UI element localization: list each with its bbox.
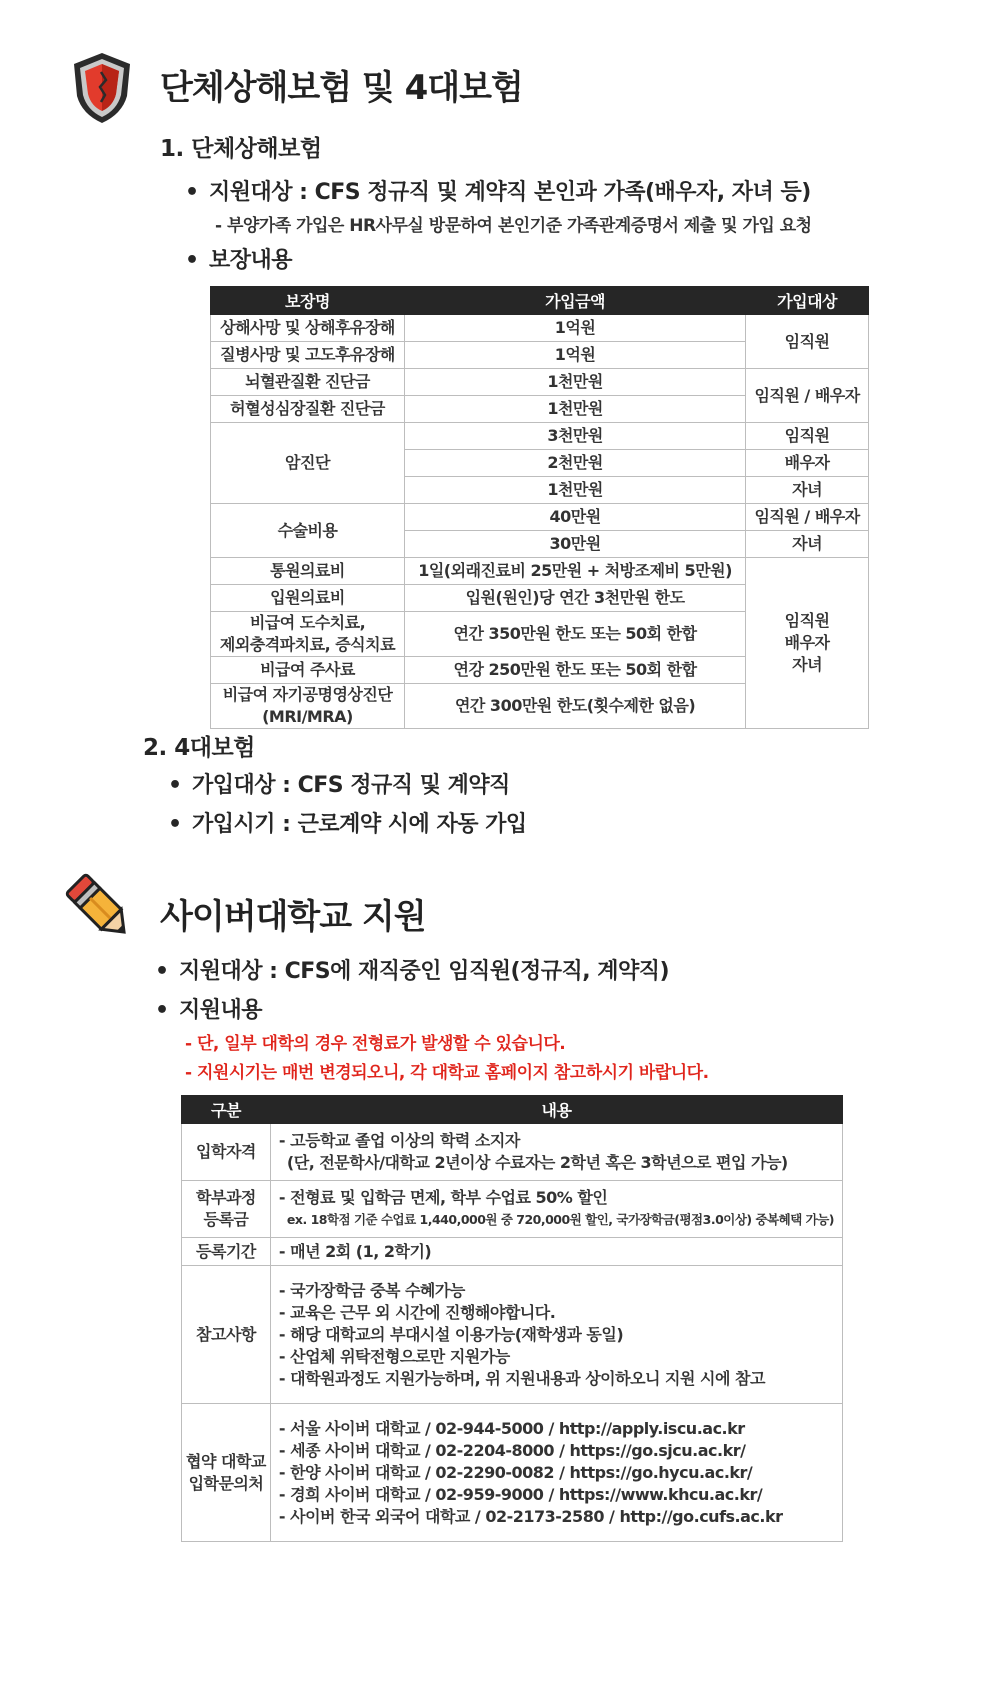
content-line: - 서울 사이버 대학교 / 02-944-5000 / http://apply.iscu.ac.kr	[278, 1418, 745, 1438]
content-line: - 고등학교 졸업 이상의 학력 소지자	[278, 1131, 520, 1150]
content-line: - 해당 대학교의 부대시설 이용가능(재학생과 동일)	[278, 1324, 624, 1344]
coverage-target	[746, 558, 869, 729]
section2-title: 사이버대학교 지원	[160, 897, 426, 937]
row-label: 입학자격	[182, 1124, 271, 1181]
coverage-target: 배우자	[746, 450, 869, 477]
coverage-name: 암진단	[211, 423, 405, 504]
row-label	[182, 1404, 271, 1542]
coverage-name	[211, 612, 405, 657]
coverage-amount: 연간 300만원 한도(횟수제한 없음)	[404, 684, 745, 729]
table-row	[182, 1181, 843, 1238]
row-content	[270, 1404, 842, 1542]
content-line: - 세종 사이버 대학교 / 02-2204-8000 / https://go.sjcu.ac.kr/	[278, 1440, 746, 1460]
coverage-amount: 2천만원	[404, 450, 745, 477]
target-line: 배우자	[784, 633, 830, 652]
content-line: - 대학원과정도 지원가능하며, 위 지원내용과 상이하오니 지원 시에 참고	[278, 1368, 765, 1388]
target-line: 임직원	[784, 611, 830, 630]
coverage-amount: 1천만원	[404, 396, 745, 423]
coverage-target: 임직원	[746, 423, 869, 450]
name-line: 비급여 자기공명영상진단	[222, 685, 393, 704]
coverage-amount: 1천만원	[404, 477, 745, 504]
coverage-target: 임직원	[746, 315, 869, 369]
name-line: 비급여 도수치료,	[249, 613, 366, 632]
table-row	[211, 315, 869, 342]
coverage-amount: 40만원	[404, 504, 745, 531]
section2-red-note: - 지원시기는 매번 변경되오니, 각 대학교 홈페이지 참고하시기 바랍니다.	[185, 1063, 709, 1083]
sub1-coverage-bullet: • 보장내용	[185, 243, 292, 274]
table-row	[211, 423, 869, 450]
header-cell: 보장명	[211, 287, 405, 315]
section2-bullet: • 지원대상 : CFS에 재직중인 임직원(정규직, 계약직)	[155, 954, 669, 985]
coverage-target: 임직원 / 배우자	[746, 504, 869, 531]
table-row	[211, 558, 869, 585]
table-header-row	[211, 287, 869, 315]
coverage-name: 비급여 주사료	[211, 657, 405, 684]
header-cell: 가입금액	[404, 287, 745, 315]
row-label	[182, 1181, 271, 1238]
content-line: - 전형료 및 입학금 면제, 학부 수업료 50% 할인	[278, 1188, 608, 1207]
content-line: (단, 전문학사/대학교 2년이상 수료자는 2학년 혹은 3학년으로 편입 가능)	[286, 1153, 788, 1172]
coverage-name: 질병사망 및 고도후유장해	[211, 342, 405, 369]
label-line: 입학문의처	[188, 1473, 264, 1493]
table-row	[211, 369, 869, 396]
table-row	[211, 504, 869, 531]
coverage-name: 뇌혈관질환 진단금	[211, 369, 405, 396]
table-row	[182, 1124, 843, 1181]
pencil-icon	[62, 870, 138, 946]
row-content	[270, 1238, 842, 1266]
coverage-amount: 연강 250만원 한도 또는 50회 한합	[404, 657, 745, 684]
label-line: 학부과정	[196, 1188, 256, 1207]
table-header-row	[182, 1096, 843, 1124]
coverage-name: 수술비용	[211, 504, 405, 558]
content-line: ex. 18학점 기준 수업료 1,440,000원 중 720,000원 할인, 국가장학금(평점3.0이상) 중복혜택 가능)	[286, 1212, 834, 1227]
table-row	[182, 1404, 843, 1542]
header-cell: 내용	[270, 1096, 842, 1124]
row-label: 등록기간	[182, 1238, 271, 1266]
target-line: 자녀	[792, 655, 823, 674]
shield-icon	[70, 50, 134, 126]
sub2-bullet: • 가입대상 : CFS 정규직 및 계약직	[168, 768, 510, 799]
row-content	[270, 1181, 842, 1238]
coverage-name: 허혈성심장질환 진단금	[211, 396, 405, 423]
coverage-name	[211, 684, 405, 729]
section1-title: 단체상해보험 및 4대보험	[160, 68, 523, 108]
coverage-amount: 1천만원	[404, 369, 745, 396]
coverage-name: 상해사망 및 상해후유장해	[211, 315, 405, 342]
coverage-amount: 1억원	[404, 342, 745, 369]
row-content	[270, 1124, 842, 1181]
name-line: (MRI/MRA)	[262, 707, 353, 726]
section2-red-note: - 단, 일부 대학의 경우 전형료가 발생할 수 있습니다.	[185, 1034, 566, 1054]
sub1-target-note: - 부양가족 가입은 HR사무실 방문하여 본인기준 가족관계증명서 제출 및 가입 요청	[215, 216, 812, 236]
content-line: - 사이버 한국 외국어 대학교 / 02-2173-2580 / http://go.cufs.ac.kr	[278, 1506, 783, 1526]
sub1-title: 1. 단체상해보험	[160, 136, 322, 162]
row-label: 참고사항	[182, 1266, 271, 1404]
coverage-amount: 1억원	[404, 315, 745, 342]
coverage-amount: 연간 350만원 한도 또는 50회 한합	[404, 612, 745, 657]
coverage-amount: 30만원	[404, 531, 745, 558]
coverage-name: 통원의료비	[211, 558, 405, 585]
coverage-name: 입원의료비	[211, 585, 405, 612]
coverage-amount: 입원(원인)당 연간 3천만원 한도	[404, 585, 745, 612]
label-line: 협약 대학교	[186, 1451, 266, 1471]
content-line: - 경희 사이버 대학교 / 02-959-9000 / https://www.khcu.ac.kr/	[278, 1484, 763, 1504]
sub1-target-bullet: • 지원대상 : CFS 정규직 및 계약직 본인과 가족(배우자, 자녀 등)	[185, 175, 811, 206]
coverage-target: 자녀	[746, 531, 869, 558]
coverage-target: 임직원 / 배우자	[746, 369, 869, 423]
content-line: - 국가장학금 중복 수혜가능	[278, 1280, 465, 1300]
content-line: - 교육은 근무 외 시간에 진행해야합니다.	[278, 1302, 556, 1322]
content-line: - 산업체 위탁전형으로만 지원가능	[278, 1346, 510, 1366]
name-line: 제외충격파치료, 증식치료	[219, 635, 396, 654]
section2-bullet: • 지원내용	[155, 993, 262, 1024]
header-cell: 가입대상	[746, 287, 869, 315]
cyber-university-table	[181, 1095, 843, 1542]
coverage-target: 자녀	[746, 477, 869, 504]
label-line: 등록금	[203, 1210, 249, 1229]
coverage-amount: 3천만원	[404, 423, 745, 450]
sub2-bullet: • 가입시기 : 근로계약 시에 자동 가입	[168, 807, 527, 838]
table-row	[182, 1266, 843, 1404]
insurance-table	[210, 286, 869, 729]
content-line: - 매년 2회 (1, 2학기)	[278, 1241, 432, 1261]
content-line: - 한양 사이버 대학교 / 02-2290-0082 / https://go.hycu.ac.kr/	[278, 1462, 753, 1482]
coverage-amount: 1일(외래진료비 25만원 + 처방조제비 5만원)	[404, 558, 745, 585]
sub2-title: 2. 4대보험	[143, 735, 255, 761]
row-content	[270, 1266, 842, 1404]
header-cell: 구분	[182, 1096, 271, 1124]
table-row	[182, 1238, 843, 1266]
